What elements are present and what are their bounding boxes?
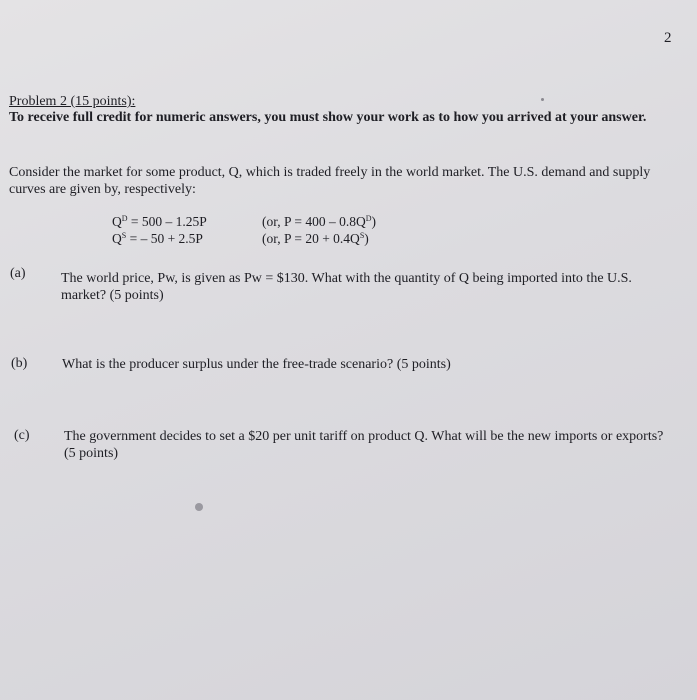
intro-text: Consider the market for some product, Q, which is traded freely in the world market. The U.S. demand and supply curves are given by, respectively: [9,165,651,197]
demand-sup: D [121,214,128,223]
question-c-text: The government decides to set a $20 per unit tariff on product Q. What will be the new imports or exports? (5 points) [64,429,664,461]
question-a-text: The world price, Pw, is given as Pw = $130. What with the quantity of Q being imported into the U.S. market? (5 points) [61,271,632,303]
ink-dot [195,503,203,511]
inverse-demand-post: ) [371,214,376,229]
demand-rhs: = 500 – 1.25P [127,214,207,229]
instruction-text: To receive full credit for numeric answers, you must show your work as to how you arrived at your answer. [9,110,647,125]
inverse-supply-pre: (or, P = 20 + 0.4Q [262,231,360,246]
inverse-supply-equation [262,231,369,247]
inverse-supply-post: ) [364,231,369,246]
demand-equation [112,214,207,230]
inverse-demand-equation [262,214,376,230]
inverse-demand-sup: D [365,214,372,223]
page-number: 2 [664,30,672,46]
inverse-supply-sup: S [359,231,365,240]
supply-rhs: = – 50 + 2.5P [126,231,203,246]
supply-sup: S [121,231,127,240]
supply-lhs: Q [112,231,122,246]
question-b-label: (b) [11,356,28,371]
problem-title: Problem 2 (15 points): [9,94,136,109]
stray-mark [541,98,544,101]
question-b-text: What is the producer surplus under the free-trade scenario? (5 points) [62,357,451,372]
question-a-label: (a) [10,266,26,281]
supply-equation [112,231,203,247]
question-c-label: (c) [14,428,30,443]
inverse-demand-pre: (or, P = 400 – 0.8Q [262,214,366,229]
demand-lhs: Q [112,214,122,229]
